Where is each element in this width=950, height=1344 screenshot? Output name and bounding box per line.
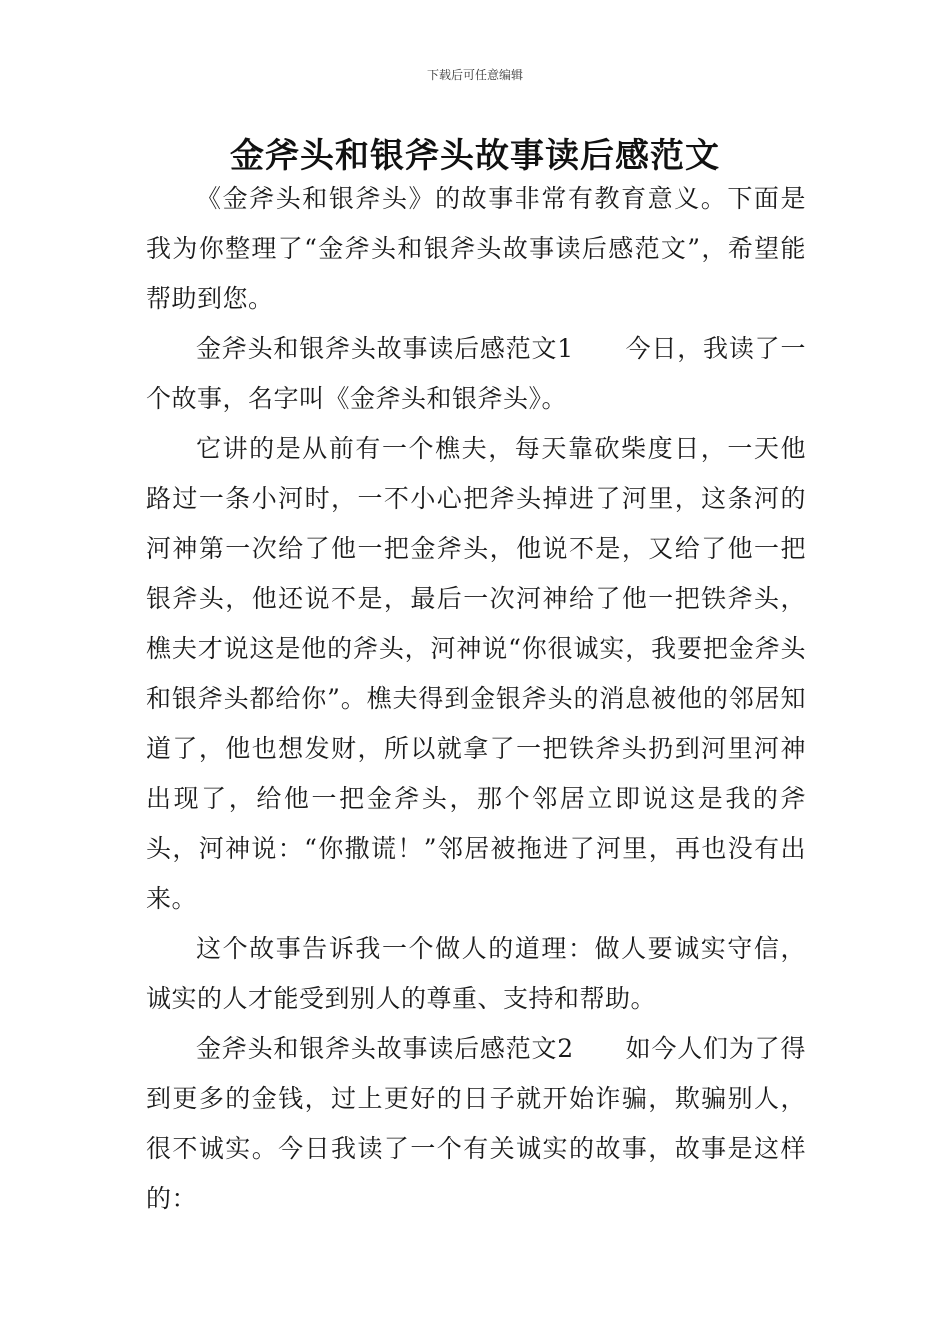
paragraph-lesson: 这个故事告诉我一个做人的道理：做人要诚实守信，诚实的人才能受到别人的尊重、支持和帮助。 (146, 934, 806, 1013)
paragraph-essay-2-start: 金斧头和银斧头故事读后感范文2 如今人们为了得到更多的金钱，过上更好的日子就开始诈骗，欺骗别人，很不诚实。今日我读了一个有关诚实的故事，故事是这样的： (146, 1034, 806, 1213)
document-title: 金斧头和银斧头故事读后感范文 (230, 136, 720, 176)
document-body (146, 174, 806, 1224)
header-note: 下载后可任意编辑 (426, 68, 523, 82)
paragraph-intro: 《金斧头和银斧头》的故事非常有教育意义。下面是我为你整理了“金斧头和银斧头故事读后感范文”，希望能帮助到您。 (146, 184, 806, 313)
paragraph-story: 它讲的是从前有一个樵夫，每天靠砍柴度日，一天他路过一条小河时，一不小心把斧头掉进了河里，这条河的河神第一次给了他一把金斧头，他说不是，又给了他一把银斧头，他还说不是，最后一次河神给了他一把铁斧头，樵夫才说这是他的斧头，河神说“你很诚实，我要把金斧头和银斧头都给你”。樵夫得到金银斧头的消息被他的邻居知道了，他也想发财，所以就拿了一把铁斧头扔到河里河神出现了，给他一把金斧头，那个邻居立即说这是我的斧头，河神说：“你撒谎！”邻居被拖进了河里，再也没有出来。 (146, 434, 806, 913)
paragraph-essay-1-start: 金斧头和银斧头故事读后感范文1 今日，我读了一个故事，名字叫《金斧头和银斧头》。 (146, 334, 806, 413)
